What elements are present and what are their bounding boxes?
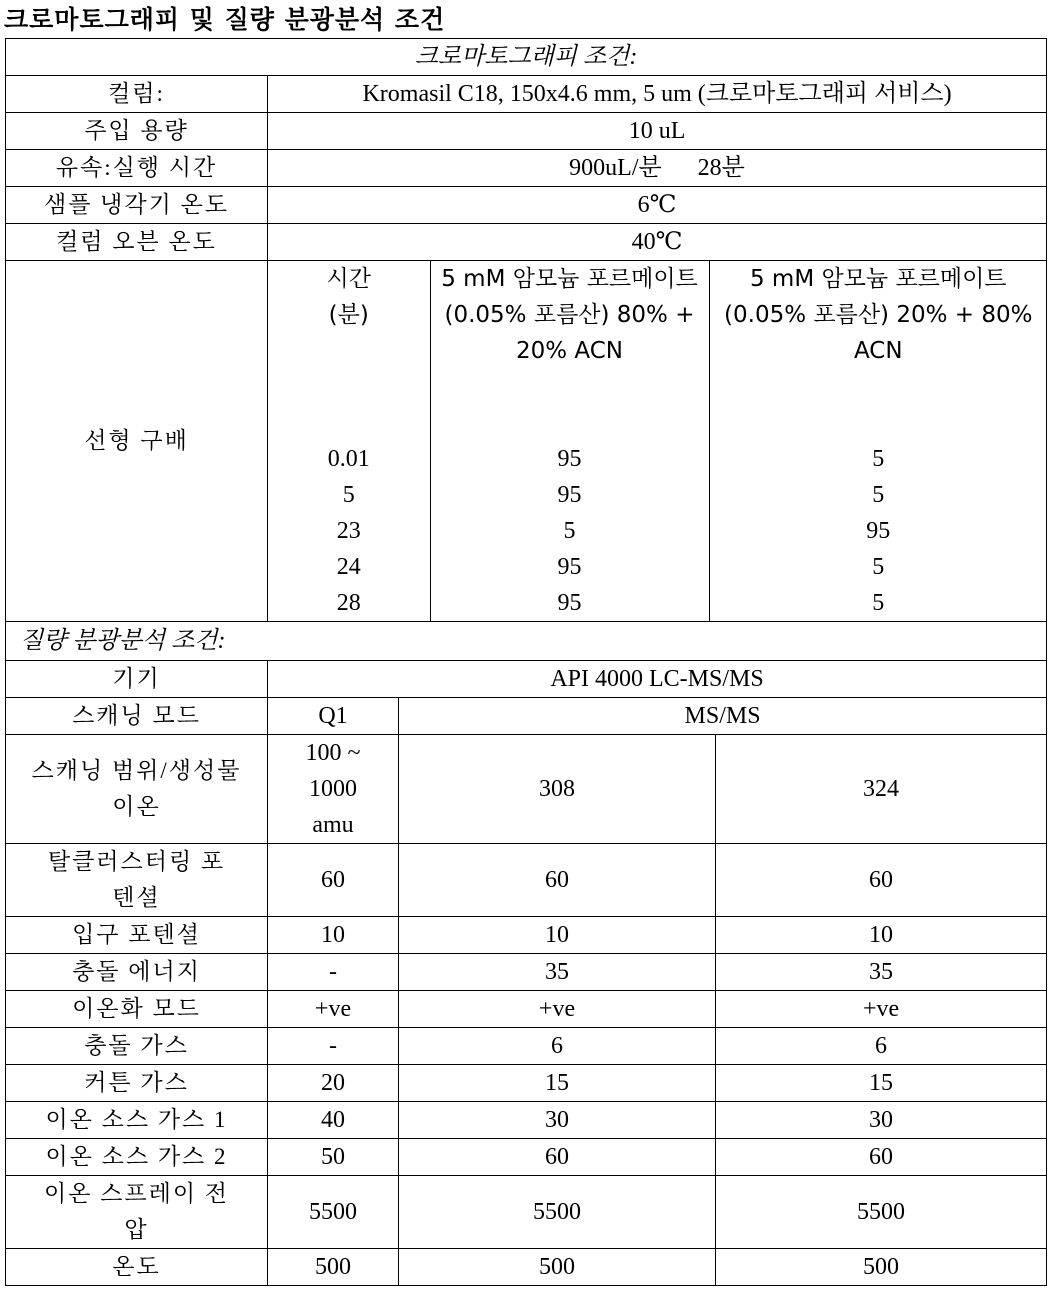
value-q1: 20 [268, 1065, 399, 1102]
gradient-time: 0.01 [327, 446, 370, 472]
value-ms2: 60 [716, 1139, 1047, 1176]
gradient-b: 5 [872, 554, 885, 580]
label-declustering-potential: 탈클러스터링 포텐셜 [6, 844, 268, 917]
gradient-time-values [268, 441, 430, 621]
gradient-b: 5 [872, 590, 885, 616]
value-scan-range-q1: 100 ~ 1000 amu [268, 735, 399, 844]
value-ms1: 500 [399, 1249, 716, 1286]
label-temperature: 온도 [6, 1249, 268, 1286]
gradient-table [268, 261, 1047, 621]
label-ion-spray-voltage: 이온 스프레이 전압 [6, 1176, 268, 1249]
row-linear-gradient [6, 261, 1047, 622]
gradient-a: 95 [557, 554, 582, 580]
gradient-a: 95 [557, 590, 582, 616]
value-ms2: 10 [716, 917, 1047, 954]
gradient-b: 5 [872, 482, 885, 508]
value-q1: 40 [268, 1102, 399, 1139]
label-column: 컬럼: [6, 76, 268, 113]
mass-spec-section-header [6, 622, 1047, 661]
label-ion-source-gas-2: 이온 소스 가스 2 [6, 1139, 268, 1176]
label-sample-cooler-temp: 샘플 냉각기 온도 [6, 187, 268, 224]
gradient-b: 5 [872, 446, 885, 472]
conditions-table [5, 38, 1047, 1286]
value-ms1: 10 [399, 917, 716, 954]
label-collision-energy: 충돌 에너지 [6, 954, 268, 991]
label-injection-volume: 주입 용량 [6, 113, 268, 150]
value-q1: - [268, 954, 399, 991]
row-sample-cooler-temp [6, 187, 1047, 224]
value-ms2: 60 [716, 844, 1047, 917]
row-ion-source-gas-1 [6, 1102, 1047, 1139]
value-ms1: 60 [399, 844, 716, 917]
label-flow-runtime: 유속:실행 시간 [6, 150, 268, 187]
row-injection-volume [6, 113, 1047, 150]
row-flow-runtime [6, 150, 1047, 187]
gradient-a: 5 [563, 518, 576, 544]
row-entrance-potential [6, 917, 1047, 954]
chromatography-section-header [6, 39, 1047, 76]
gradient-header-mobile-b: 5 mM 암모늄 포르메이트(0.05% 포름산) 20% + 80% ACN [724, 266, 1033, 364]
value-ms1: 35 [399, 954, 716, 991]
row-ion-spray-voltage [6, 1176, 1047, 1249]
value-q1: 60 [268, 844, 399, 917]
value-ms2: 15 [716, 1065, 1047, 1102]
gradient-a-values [431, 441, 709, 621]
gradient-a: 95 [557, 446, 582, 472]
value-ms2: 6 [716, 1028, 1047, 1065]
row-scan-range [6, 735, 1047, 844]
row-instrument [6, 661, 1047, 698]
value-ms1: 6 [399, 1028, 716, 1065]
label-entrance-potential: 입구 포텐셜 [6, 917, 268, 954]
gradient-a: 95 [557, 482, 582, 508]
gradient-col-mobile-b [709, 261, 1047, 621]
value-ms1: 60 [399, 1139, 716, 1176]
row-column [6, 76, 1047, 113]
value-q1: - [268, 1028, 399, 1065]
row-column-oven-temp [6, 224, 1047, 261]
row-scan-mode [6, 698, 1047, 735]
gradient-time: 28 [336, 590, 361, 616]
value-ms2: 35 [716, 954, 1047, 991]
value-flow-runtime: 900uL/분 28분 [268, 150, 1047, 187]
value-ms1: +ve [399, 991, 716, 1028]
value-q1: 500 [268, 1249, 399, 1286]
label-column-oven-temp: 컬럼 오븐 온도 [6, 224, 268, 261]
row-collision-gas [6, 1028, 1047, 1065]
label-ionization-mode: 이온화 모드 [6, 991, 268, 1028]
gradient-time: 24 [336, 554, 361, 580]
value-ms2: 500 [716, 1249, 1047, 1286]
label-curtain-gas: 커튼 가스 [6, 1065, 268, 1102]
value-q1: 50 [268, 1139, 399, 1176]
row-curtain-gas [6, 1065, 1047, 1102]
value-scan-range-ms1: 308 [399, 735, 716, 844]
value-injection-volume: 10 uL [268, 113, 1047, 150]
row-ion-source-gas-2 [6, 1139, 1047, 1176]
value-q1: +ve [268, 991, 399, 1028]
row-temperature [6, 1249, 1047, 1286]
label-linear-gradient: 선형 구배 [6, 261, 268, 622]
value-ms1: 30 [399, 1102, 716, 1139]
label-ion-source-gas-1: 이온 소스 가스 1 [6, 1102, 268, 1139]
value-ms2: 30 [716, 1102, 1047, 1139]
label-scan-range: 스캐닝 범위/생성물 이온 [6, 735, 268, 844]
row-collision-energy [6, 954, 1047, 991]
value-q1: 10 [268, 917, 399, 954]
value-column: Kromasil C18, 150x4.6 mm, 5 um (크로마토그래피 서비스) [268, 76, 1047, 113]
gradient-time: 5 [342, 482, 355, 508]
value-ms1: 5500 [399, 1176, 716, 1249]
label-scan-mode: 스캐닝 모드 [6, 698, 268, 735]
gradient-col-time [268, 261, 430, 621]
value-ms2: +ve [716, 991, 1047, 1028]
gradient-col-mobile-a [430, 261, 709, 621]
gradient-table-cell [268, 261, 1047, 622]
gradient-header-mobile-a: 5 mM 암모늄 포르메이트(0.05% 포름산) 80% + 20% ACN [441, 266, 698, 364]
label-collision-gas: 충돌 가스 [6, 1028, 268, 1065]
row-declustering-potential [6, 844, 1047, 917]
gradient-b: 95 [866, 518, 891, 544]
chromatography-section-title: 크로마토그래피 조건: [6, 39, 1047, 76]
value-q1: 5500 [268, 1176, 399, 1249]
value-column-oven-temp: 40℃ [268, 224, 1047, 261]
gradient-time: 23 [336, 518, 361, 544]
value-scan-mode-msms: MS/MS [399, 698, 1047, 735]
value-ms1: 15 [399, 1065, 716, 1102]
value-scan-mode-q1: Q1 [268, 698, 399, 735]
mass-spec-section-title: 질량 분광분석 조건: [6, 622, 1047, 661]
gradient-header-time: 시간 (분) [326, 266, 371, 328]
label-instrument: 기기 [6, 661, 268, 698]
value-scan-range-ms2: 324 [716, 735, 1047, 844]
value-ms2: 5500 [716, 1176, 1047, 1249]
value-sample-cooler-temp: 6℃ [268, 187, 1047, 224]
row-ionization-mode [6, 991, 1047, 1028]
document-title: 크로마토그래피 및 질량 분광분석 조건 [4, 5, 446, 34]
gradient-b-values [710, 441, 1047, 621]
value-instrument: API 4000 LC-MS/MS [268, 661, 1047, 698]
